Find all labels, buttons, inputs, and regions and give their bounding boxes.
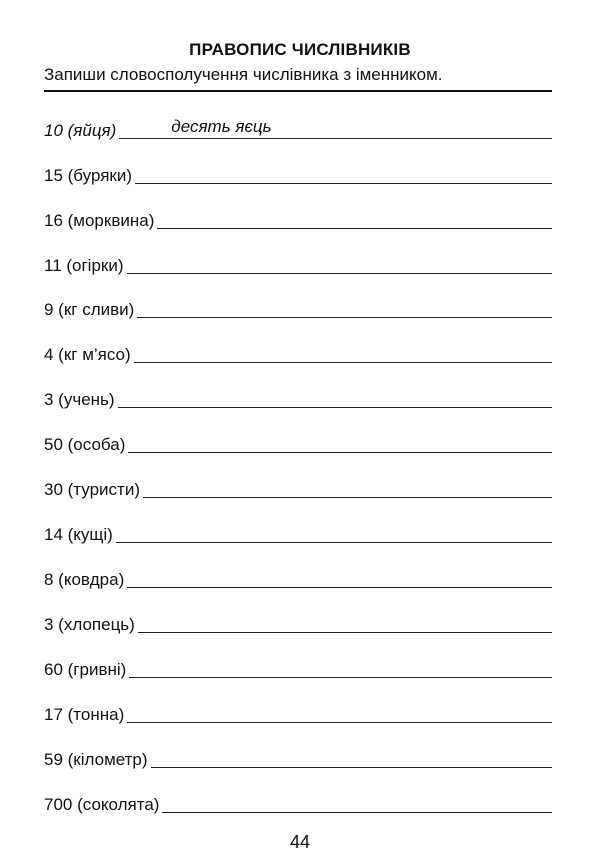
answer-line[interactable]	[138, 612, 552, 633]
exercise-row-7	[44, 384, 552, 410]
answer-line[interactable]	[128, 432, 552, 453]
exercise-prompt: 15 (буряки)	[44, 166, 133, 185]
exercise-row-1	[44, 115, 552, 141]
exercise-row-11	[44, 564, 552, 590]
exercise-row-12	[44, 609, 552, 635]
exercise-row-16	[44, 789, 552, 815]
exercise-prompt: 16 (морквина)	[44, 211, 155, 230]
exercise-prompt: 59 (кілометр)	[44, 750, 148, 769]
exercise-prompt: 8 (ковдра)	[44, 570, 125, 589]
exercise-prompt: 30 (туристи)	[44, 480, 140, 499]
exercise-row-15	[44, 744, 552, 770]
exercise-prompt: 3 (учень)	[44, 390, 115, 409]
exercise-row-8	[44, 429, 552, 455]
handwritten-answer: десять яєць	[171, 117, 272, 136]
page-number: 44	[289, 832, 311, 852]
answer-line[interactable]	[143, 477, 552, 498]
answer-line[interactable]	[135, 163, 552, 184]
answer-line[interactable]	[137, 297, 552, 318]
answer-line[interactable]	[134, 342, 552, 363]
answer-line[interactable]	[118, 387, 552, 408]
answer-line[interactable]	[127, 253, 552, 274]
exercise-prompt: 14 (кущі)	[44, 525, 113, 544]
answer-line[interactable]	[127, 567, 552, 588]
answer-line[interactable]	[116, 522, 552, 543]
exercise-prompt: 10 (яйця)	[44, 121, 117, 140]
exercise-row-6	[44, 339, 552, 365]
answer-line[interactable]	[157, 208, 552, 229]
exercise-row-14	[44, 699, 552, 725]
answer-line[interactable]	[162, 792, 552, 813]
exercise-prompt: 4 (кг м’ясо)	[44, 345, 131, 364]
exercise-prompt: 60 (гривні)	[44, 660, 127, 679]
exercise-instruction: Запиши словосполучення числівника з іменником.	[44, 65, 443, 84]
exercise-row-2	[44, 160, 552, 186]
exercise-row-13	[44, 654, 552, 680]
exercise-row-10	[44, 519, 552, 545]
exercise-prompt: 50 (особа)	[44, 435, 126, 454]
answer-line[interactable]	[151, 747, 552, 768]
page-title: ПРАВОПИС ЧИСЛІВНИКІВ	[189, 40, 411, 59]
exercise-prompt: 3 (хлопець)	[44, 615, 135, 634]
answer-line[interactable]	[127, 702, 552, 723]
answer-line[interactable]	[119, 118, 552, 139]
exercise-prompt: 11 (огірки)	[44, 256, 124, 275]
exercise-row-3	[44, 205, 552, 231]
exercise-prompt: 700 (соколята)	[44, 795, 160, 814]
exercise-row-9	[44, 474, 552, 500]
exercise-row-4	[44, 250, 552, 276]
exercise-prompt: 9 (кг сливи)	[44, 300, 135, 319]
exercise-row-5	[44, 294, 552, 320]
exercise-prompt: 17 (тонна)	[44, 705, 125, 724]
answer-line[interactable]	[129, 657, 552, 678]
